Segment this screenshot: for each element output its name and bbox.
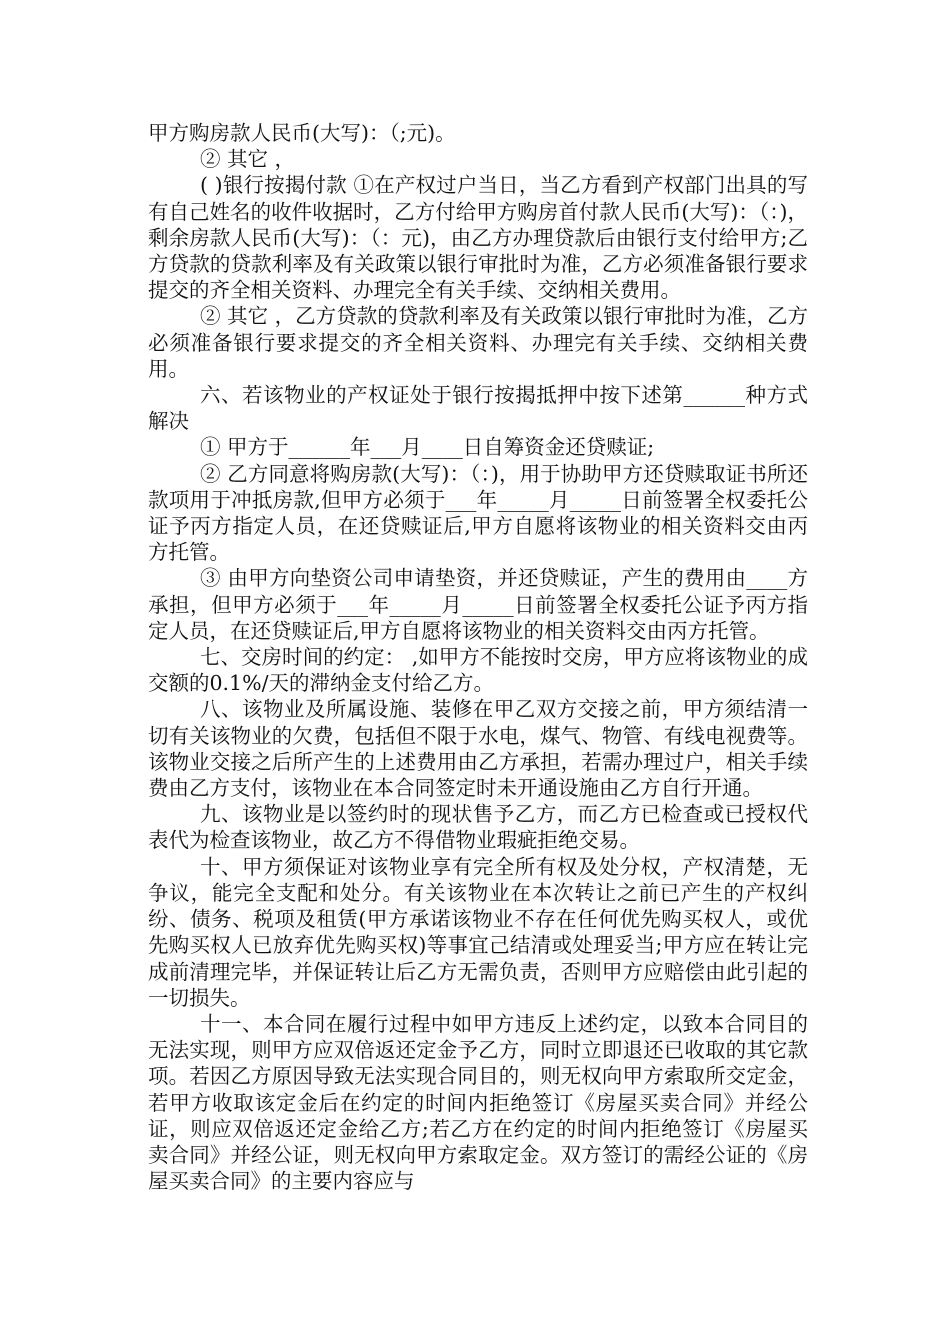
paragraph-clause-6-option-2: ② 乙方同意将购房款(大写)：（：)，用于协助甲方还贷赎取证书所还款项用于冲抵房款,但甲方必须于___年_____月_____日前签署全权委托公证予丙方指定人员，在还贷赎证后,甲方自愿将该物业的相关资料交由丙方托管。 — [148, 461, 808, 565]
paragraph-clause-11: 十一、本合同在履行过程中如甲方违反上述约定，以致本合同目的无法实现，则甲方应双倍返还定金予乙方，同时立即退还已收取的其它款项。若因乙方原因导致无法实现合同目的，则无权向甲方索取所交定金，若甲方收取该定金后在约定的时间内拒绝签订《房屋买卖合同》并经公证，则应双倍返还定金给乙方;若乙方在约定的时间内拒绝签订《房屋买卖合同》并经公证，则无权向甲方索取定金。双方签订的需经公证的《房屋买卖合同》的主要内容应与 — [148, 1011, 808, 1194]
paragraph-clause-6-option-3: ③ 由甲方向垫资公司申请垫资，并还贷赎证，产生的费用由____方承担，但甲方必须于___年_____月_____日前签署全权委托公证予丙方指定人员，在还贷赎证后,甲方自愿将该物业的相关资料交由丙方托管。 — [148, 566, 808, 643]
paragraph-bank-mortgage: ( )银行按揭付款 ①在产权过户当日，当乙方看到产权部门出具的写有自己姓名的收件收据时，乙方付给甲方购房首付款人民币(大写)：（：)，剩余房款人民币(大写)：（：元)，由乙方办理贷款后由银行支付给甲方;乙方贷款的贷款利率及有关政策以银行审批时为准，乙方必须准备银行要求提交的齐全相关资料、办理完全有关手续、交纳相关费用。 — [148, 173, 808, 303]
paragraph-clause-9: 九、该物业是以签约时的现状售予乙方，而乙方已检查或已授权代表代为检查该物业，故乙方不得借物业瑕疵拒绝交易。 — [148, 802, 808, 853]
paragraph-clause-10: 十、甲方须保证对该物业享有完全所有权及处分权，产权清楚，无争议，能完全支配和处分。有关该物业在本次转让之前已产生的产权纠纷、债务、税项及租赁(甲方承诺该物业不存在任何优先购买权人，或优先购买权人已放弃优先购买权)等事宜己结清或处理妥当;甲方应在转让完成前清理完毕，并保证转让后乙方无需负责，否则甲方应赔偿由此引起的一切损失。 — [148, 854, 808, 1010]
paragraph-clause-8: 八、该物业及所属设施、装修在甲乙双方交接之前，甲方须结清一切有关该物业的欠费，包括但不限于水电，煤气、物管、有线电视费等。该物业交接之后所产生的上述费用由乙方承担，若需办理过户，相关手续费由乙方支付，该物业在本合同签定时未开通设施由乙方自行开通。 — [148, 697, 808, 801]
paragraph-other-2: ② 其它 ，乙方贷款的贷款利率及有关政策以银行审批时为准，乙方必须准备银行要求提交的齐全相关资料、办理完有关手续、交纳相关费用。 — [148, 304, 808, 381]
paragraph-clause-6-option-1: ① 甲方于______年___月____日自筹资金还贷赎证; — [200, 435, 655, 460]
paragraph-clause-7: 七、交房时间的约定： ,如甲方不能按时交房，甲方应将该物业的成交额的0.1%/天的滞纳金支付给乙方。 — [148, 645, 808, 696]
paragraph-payment-amount: 甲方购房款人民币(大写)：（;元)。 — [148, 121, 456, 145]
paragraph-other-1: ② 其它 ， — [200, 147, 296, 172]
paragraph-clause-6: 六、若该物业的产权证处于银行按揭抵押中按下述第______种方式解决 — [148, 383, 808, 434]
document-body — [148, 120, 808, 1194]
